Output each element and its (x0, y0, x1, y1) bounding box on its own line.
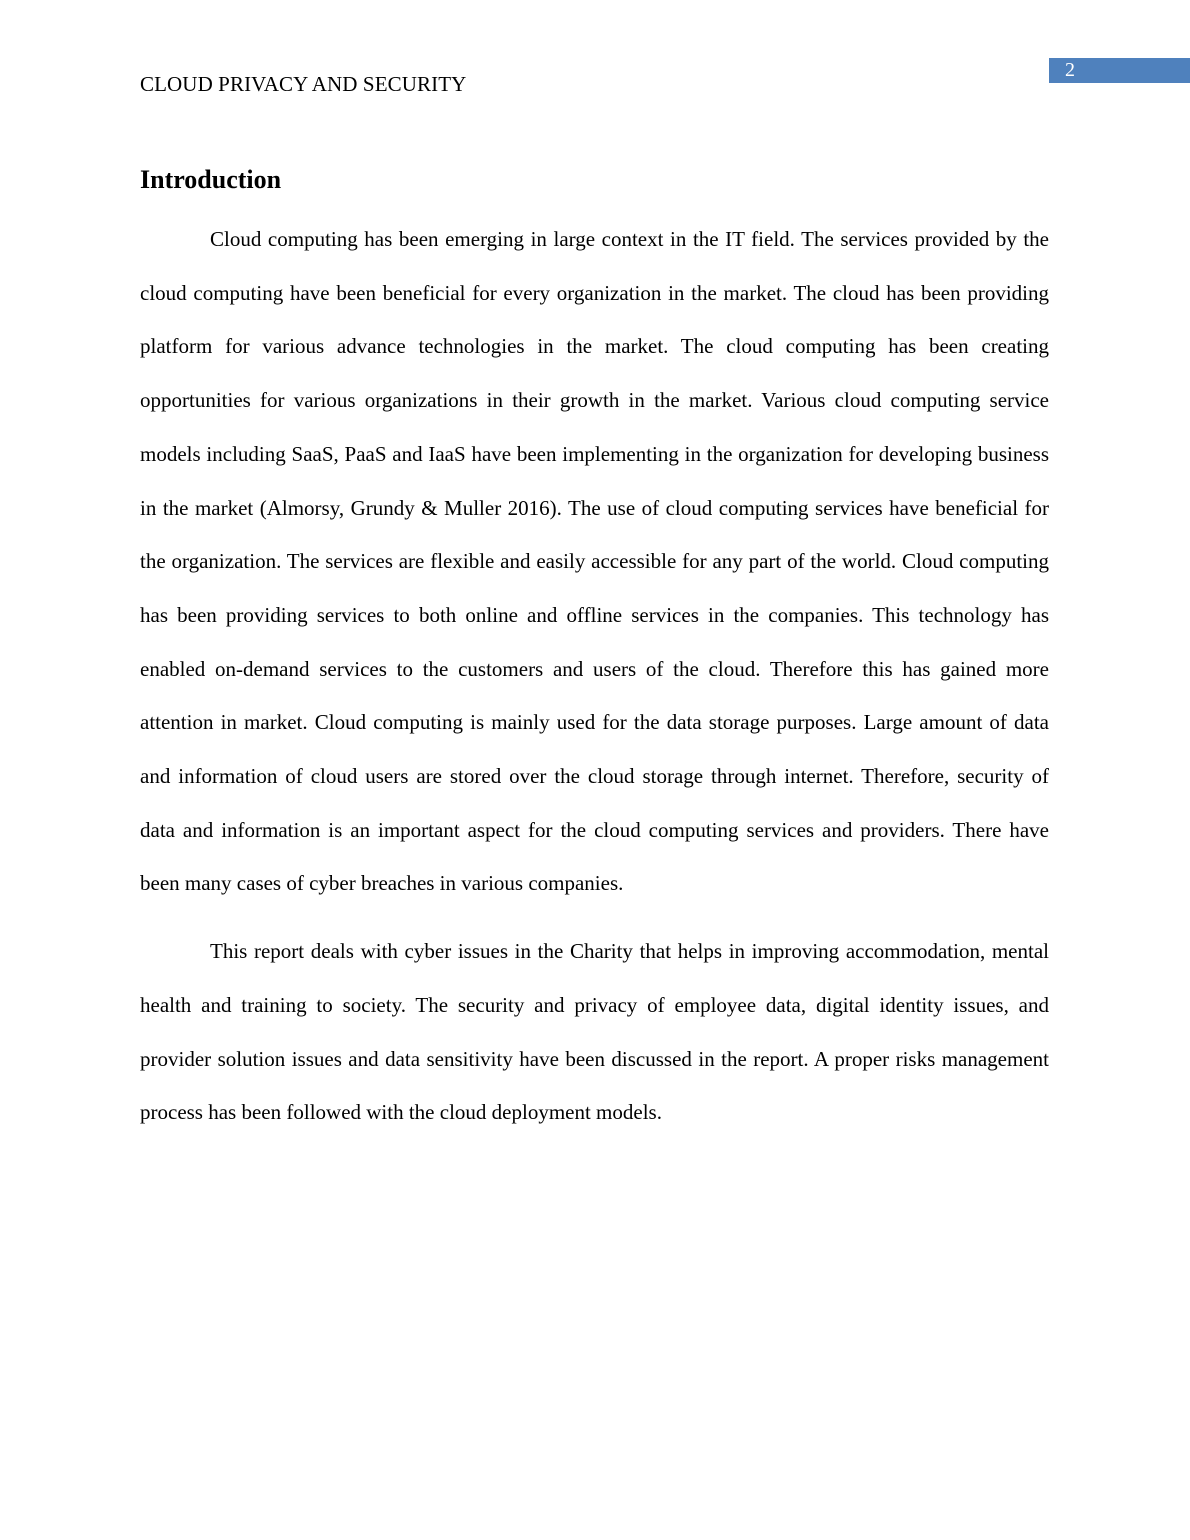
section-body (140, 213, 1049, 1140)
page-number: 2 (1049, 58, 1190, 83)
section-heading: Introduction (140, 165, 282, 194)
paragraph-intro: Cloud computing has been emerging in large context in the IT field. The services provided by the cloud computing have been beneficial for every organization in the market. The cloud has been providing platform for various advance technologies in the market. The cloud computing has been creating opportunities for various organizations in their growth in the market. Various cloud computing service models including SaaS, PaaS and IaaS have been implementing in the organization for developing business in the market (Almorsy, Grundy & Muller 2016). The use of cloud computing services have beneficial for the organization. The services are flexible and easily accessible for any part of the world. Cloud computing has been providing services to both online and offline services in the companies. This technology has enabled on-demand services to the customers and users of the cloud. Therefore this has gained more attention in market. Cloud computing is mainly used for the data storage purposes. Large amount of data and information of cloud users are stored over the cloud storage through internet. Therefore, security of data and information is an important aspect for the cloud computing services and providers. There have been many cases of cyber breaches in various companies. (140, 227, 1049, 896)
paragraph-report-scope: This report deals with cyber issues in the Charity that helps in improving accommodation, mental health and training to society. The security and privacy of employee data, digital identity issues, and provider solution issues and data sensitivity have been discussed in the report. A proper risks management process has been followed with the cloud deployment models. (140, 939, 1049, 1125)
running-header: CLOUD PRIVACY AND SECURITY (140, 72, 467, 96)
